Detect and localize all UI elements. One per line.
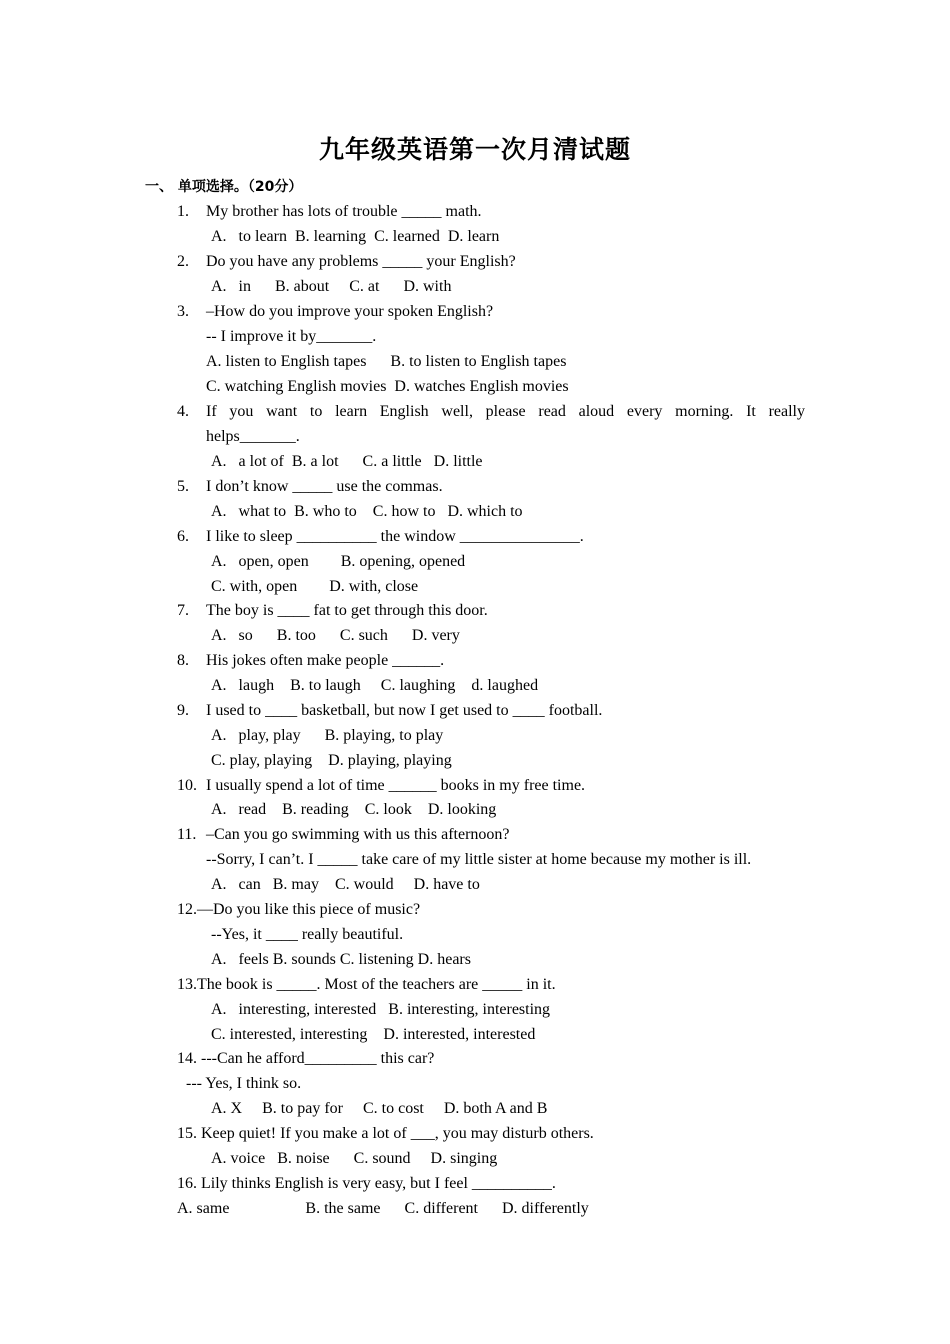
question-line: C. interested, interesting D. interested, interested: [211, 1026, 536, 1043]
question-line: 8.: [177, 652, 189, 669]
question-line: 2.: [177, 253, 189, 270]
question-line: A. same B. the same C. different D. differently: [177, 1200, 589, 1217]
question-line: A. to learn B. learning C. learned D. learn: [211, 228, 500, 245]
question-line: 16. Lily thinks English is very easy, but I feel __________.: [177, 1175, 556, 1192]
question-line: 13.The book is _____. Most of the teachers are _____ in it.: [177, 976, 556, 993]
question-line: 7.: [177, 602, 189, 619]
question-line: A. can B. may C. would D. have to: [211, 876, 480, 893]
question-line: His jokes often make people ______.: [206, 652, 445, 669]
question-line: A. listen to English tapes B. to listen to English tapes: [206, 353, 567, 370]
question-line: A. laugh B. to laugh C. laughing d. laughed: [211, 677, 539, 694]
question-line: –How do you improve your spoken English?: [206, 303, 494, 320]
question-line: My brother has lots of trouble _____ math.: [206, 203, 482, 220]
question-line: 14. ---Can he afford_________ this car?: [177, 1050, 435, 1067]
question-line: A. what to B. who to C. how to D. which to: [211, 503, 523, 520]
question-line: A. read B. reading C. look D. looking: [211, 801, 497, 818]
question-line: I used to ____ basketball, but now I get used to ____ football.: [206, 702, 603, 719]
question-line: I like to sleep __________ the window _______________.: [206, 528, 584, 545]
question-line: A. feels B. sounds C. listening D. hears: [211, 951, 471, 968]
question-line: -- I improve it by_______.: [206, 328, 377, 345]
question-line: A. open, open B. opening, opened: [211, 553, 466, 570]
question-line: A. in B. about C. at D. with: [211, 278, 452, 295]
question-line: 9.: [177, 702, 189, 719]
question-line: A. a lot of B. a lot C. a little D. little: [211, 453, 483, 470]
question-line: --Sorry, I can’t. I _____ take care of my little sister at home because my mother is ill.: [206, 851, 752, 868]
question-line: 12.—Do you like this piece of music?: [177, 901, 421, 918]
question-line: C. watching English movies D. watches English movies: [206, 378, 569, 395]
question-line: C. play, playing D. playing, playing: [211, 752, 452, 769]
question-line: helps_______.: [206, 428, 300, 445]
question-line: A. so B. too C. such D. very: [211, 627, 460, 644]
question-line: A. voice B. noise C. sound D. singing: [211, 1150, 498, 1167]
question-line: The boy is ____ fat to get through this door.: [206, 602, 488, 619]
question-line: 6.: [177, 528, 189, 545]
question-line: 4.: [177, 403, 189, 420]
section-heading: 一、 单项选择。（20分）: [145, 179, 303, 195]
question-line: A. interesting, interested B. interesting, interesting: [211, 1001, 551, 1018]
question-line: –Can you go swimming with us this afternoon?: [206, 826, 510, 843]
question-line: I don’t know _____ use the commas.: [206, 478, 443, 495]
question-line: A. play, play B. playing, to play: [211, 727, 444, 744]
question-line: 11.: [177, 826, 197, 843]
question-line: 3.: [177, 303, 189, 320]
question-line: 15. Keep quiet! If you make a lot of ___, you may disturb others.: [177, 1125, 594, 1142]
question-line: 5.: [177, 478, 189, 495]
question-line: --Yes, it ____ really beautiful.: [211, 926, 404, 943]
question-line: Do you have any problems _____ your English?: [206, 253, 516, 270]
question-line: If you want to learn English well, please read aloud every morning. It really: [206, 403, 805, 420]
question-line: C. with, open D. with, close: [211, 578, 419, 595]
question-line: 1.: [177, 203, 189, 220]
question-line: --- Yes, I think so.: [186, 1075, 302, 1092]
question-line: A. X B. to pay for C. to cost D. both A and B: [211, 1100, 548, 1117]
question-line: I usually spend a lot of time ______ books in my free time.: [206, 777, 586, 794]
question-line: 10.: [177, 777, 197, 794]
page-title: 九年级英语第一次月清试题: [318, 137, 631, 164]
